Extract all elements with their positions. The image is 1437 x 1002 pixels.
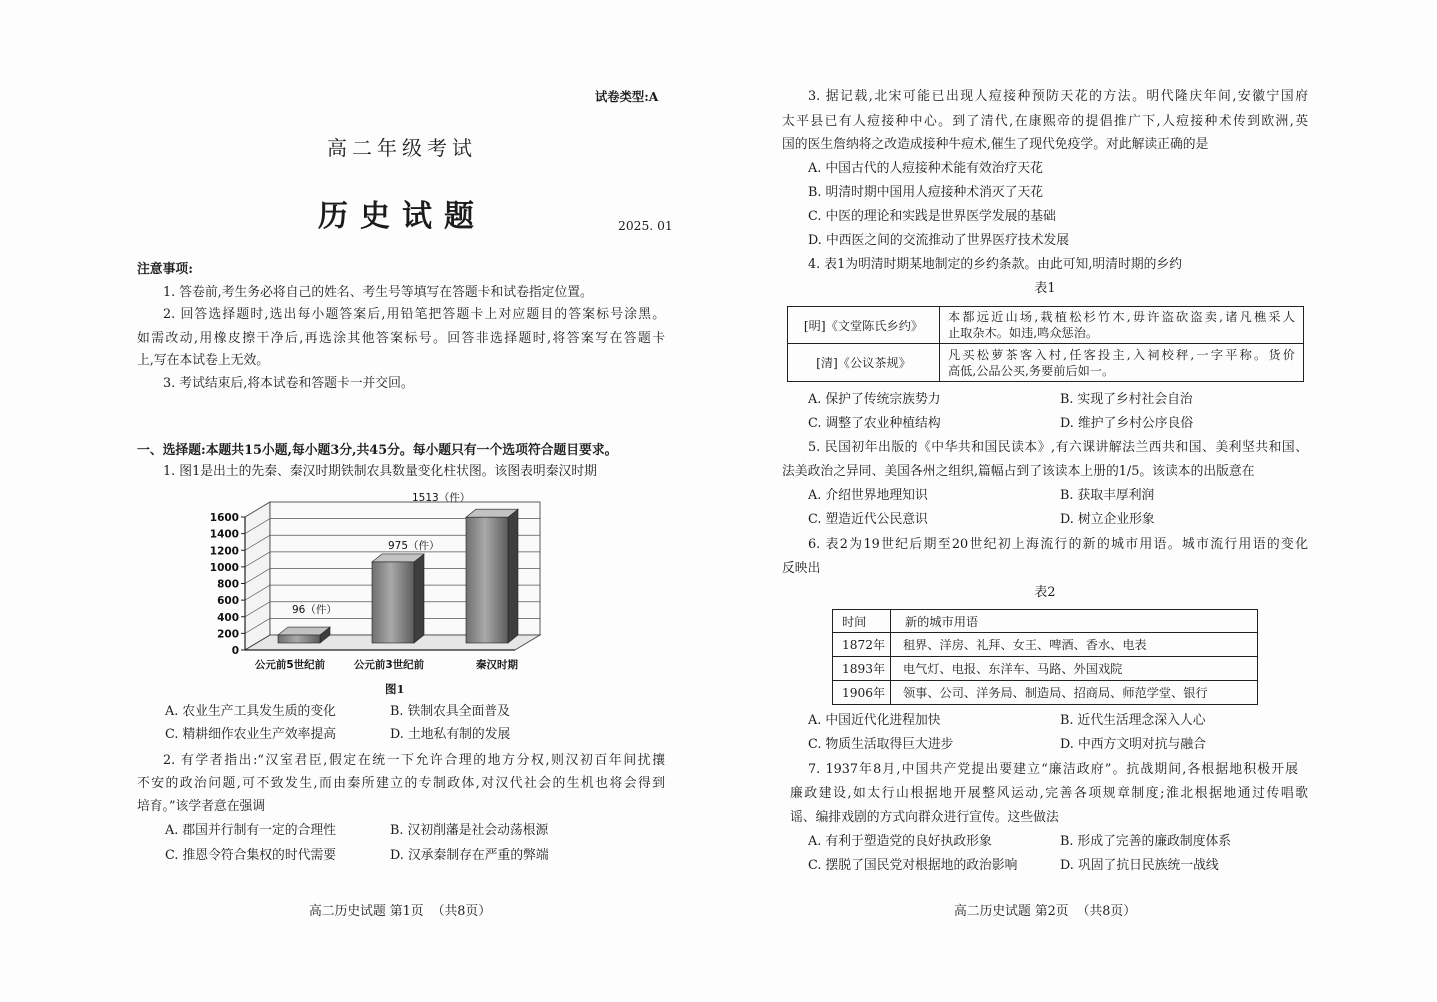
exam-date: 2025. 01 [618, 219, 673, 233]
chart-y-tick-label: 200 [217, 628, 239, 641]
table-2-year-cell: 1906年 [833, 681, 891, 704]
question-2-option-d: D. 汉承秦制存在严重的弊端 [390, 848, 549, 863]
question-6-stem-line: 反映出 [782, 561, 821, 576]
question-6-option-a: A. 中国近代化进程加快 [808, 713, 941, 728]
question-3-option-c: C. 中医的理论和实践是世界医学发展的基础 [808, 209, 1056, 224]
table-2-terms-cell: 租界、洋房、礼拜、女王、啤酒、香水、电表 [891, 633, 1257, 657]
chart-data-label: 975（件） [388, 539, 440, 552]
table-1-content-line: 凡买松萝茶客入村,任客投主,入祠校秤,一字平称。货价 [948, 347, 1295, 362]
question-3-stem-line: 3. 据记载,北宋可能已出现人痘接种预防天花的方法。明代隆庆年间,安徽宁国府 [808, 89, 1308, 104]
question-3-stem-line: 国的医生詹纳将之改造成接种牛痘术,催生了现代免疫学。对此解读正确的是 [782, 137, 1209, 152]
question-1-option-d: D. 土地私有制的发展 [390, 727, 511, 742]
table-1 [787, 306, 1304, 382]
question-2-option-b: B. 汉初削藩是社会动荡根源 [390, 823, 549, 838]
notice-heading: 注意事项: [137, 262, 193, 277]
chart-data-label: 1513（件） [412, 492, 471, 505]
chart-bar-side [508, 509, 518, 643]
chart-y-tick-label: 400 [217, 611, 239, 624]
subject-title: 历史试题 [318, 199, 486, 234]
chart-category-label: 公元前3世纪前 [353, 659, 425, 671]
exam-type-label: 试卷类型:A [595, 89, 659, 104]
figure-caption: 图1 [385, 682, 405, 696]
notice-line: 2. 回答选择题时,选出每小题答案后,用铅笔把答题卡上对应题目的答案标号涂黑。 [163, 307, 665, 322]
table-2-terms-cell: 电气灯、电报、东洋车、马路、外国戏院 [891, 657, 1257, 681]
question-3-option-a: A. 中国古代的人痘接种术能有效治疗天花 [808, 161, 1043, 176]
grade-title: 高二年级考试 [327, 136, 477, 160]
table-2-caption: 表2 [1034, 585, 1056, 600]
question-4-option-c: C. 调整了农业种植结构 [808, 416, 941, 431]
chart-data-label: 96（件） [292, 604, 337, 617]
chart-y-tick-label: 1400 [209, 528, 239, 541]
question-1-option-b: B. 铁制农具全面普及 [390, 704, 510, 719]
question-2-stem-line: 不安的政治问题,可不致发生,而由秦所建立的专制政体,对汉代社会的生机也将会得到 [137, 776, 665, 791]
chart-category-label: 秦汉时期 [476, 659, 518, 671]
chart-y-tick-label: 0 [231, 645, 239, 657]
question-5-option-b: B. 获取丰厚利润 [1060, 488, 1155, 503]
question-5-option-d: D. 树立企业形象 [1060, 512, 1155, 527]
question-7-stem-line: 廉政建设,如太行山根据地开展整风运动,完善各项规章制度;淮北根据地通过传唱歌 [790, 786, 1308, 801]
notice-line: 如需改动,用橡皮擦干净后,再选涂其他答案标号。回答非选择题时,将答案写在答题卡 [137, 331, 665, 346]
question-6-option-c: C. 物质生活取得巨大进步 [808, 737, 954, 752]
question-7-option-a: A. 有利于塑造党的良好执政形象 [808, 834, 992, 849]
question-4-option-a: A. 保护了传统宗族势力 [808, 392, 941, 407]
table-2-header-terms: 新的城市用语 [891, 610, 1257, 633]
table-2-terms-cell: 领事、公司、洋务局、制造局、招商局、师范学堂、银行 [903, 686, 1208, 700]
table-1-content-cell [940, 344, 1303, 381]
question-3-option-b: B. 明清时期中国用人痘接种术消灭了天花 [808, 185, 1044, 200]
question-2-stem-line: 2. 有学者指出:“汉室君臣,假定在统一下允许合理的地方分权,则汉初百年间扰攘 [163, 753, 665, 768]
table-2-header-time: 时间 [833, 610, 891, 633]
table-2-year-cell: 1893年 [833, 657, 891, 681]
table-1-source-cell: [明]《文堂陈氏乡约》 [788, 307, 940, 344]
question-6-option-b: B. 近代生活理念深入人心 [1060, 713, 1206, 728]
question-7-option-c: C. 摆脱了国民党对根据地的政治影响 [808, 858, 1018, 873]
chart-y-tick-label: 1600 [209, 512, 239, 524]
notice-line: 1. 答卷前,考生务必将自己的姓名、考生号等填写在答题卡和试卷指定位置。 [163, 285, 593, 300]
question-4-stem: 4. 表1为明清时期某地制定的乡约条款。由此可知,明清时期的乡约 [808, 257, 1183, 272]
table-1-content-line: 本都远近山场,栽植松杉竹木,毋许盗砍盗卖,诸凡樵采人 [948, 310, 1295, 324]
page-footer: 高二历史试题 第1页 （共8页） [308, 904, 492, 919]
question-1-option-a: A. 农业生产工具发生质的变化 [165, 704, 336, 719]
question-5-option-c: C. 塑造近代公民意识 [808, 512, 928, 527]
table-2-year-cell: 1872年 [833, 633, 891, 657]
question-5-stem-line: 5. 民国初年出版的《中华共和国民读本》,有六课讲解法兰西共和国、美利坚共和国、 [808, 440, 1308, 455]
question-3-option-d: D. 中西医之间的交流推动了世界医疗技术发展 [808, 233, 1070, 248]
question-5-option-a: A. 介绍世界地理知识 [808, 488, 928, 503]
question-2-option-a: A. 郡国并行制有一定的合理性 [165, 823, 336, 838]
section-heading: 一、选择题:本题共15小题,每小题3分,共45分。每小题只有一个选项符合题目要求。 [137, 443, 618, 458]
chart-category-label: 公元前5世纪前 [254, 659, 326, 671]
question-6-stem-line: 6. 表2为19世纪后期至20世纪初上海流行的新的城市用语。城市流行用语的变化 [808, 537, 1308, 552]
chart-y-tick-label: 1200 [209, 545, 239, 558]
question-4-option-b: B. 实现了乡村社会自治 [1060, 392, 1193, 407]
question-7-stem-line: 7. 1937年8月,中国共产党提出要建立“廉洁政府”。抗战期间,各根据地积极开展 [808, 762, 1298, 777]
table-1-content-line: 止取杂木。如违,鸣众惩治。 [948, 326, 1099, 340]
chart-bar [466, 517, 508, 643]
chart-y-tick-label: 600 [217, 595, 239, 608]
question-5-stem-line: 法美政治之异同、美国各州之组织,篇幅占到了该读本上册的1/5。该读本的出版意在 [782, 464, 1255, 479]
table-1-caption: 表1 [1034, 281, 1056, 296]
chart-bar-side [414, 554, 424, 643]
chart-y-tick-label: 1000 [209, 561, 239, 574]
question-1-stem: 1. 图1是出土的先秦、秦汉时期铁制农具数量变化柱状图。该图表明秦汉时期 [163, 464, 597, 479]
table-2 [832, 609, 1258, 705]
chart-bar [278, 635, 320, 643]
question-4-option-d: D. 维护了乡村公序良俗 [1060, 416, 1194, 431]
table-1-content-cell [940, 307, 1303, 344]
question-7-option-d: D. 巩固了抗日民族统一战线 [1060, 858, 1219, 873]
question-6-option-d: D. 中西方文明对抗与融合 [1060, 737, 1206, 752]
chart-y-tick-label: 800 [217, 578, 239, 591]
iron-tools-bar-chart [200, 486, 550, 672]
page-footer: 高二历史试题 第2页 （共8页） [953, 904, 1137, 919]
question-1-option-c: C. 精耕细作农业生产效率提高 [165, 727, 337, 742]
table-1-content-line: 高低,公品公买,务要前后如一。 [948, 363, 1115, 378]
notice-line: 上,写在本试卷上无效。 [137, 353, 270, 368]
chart-bar [372, 562, 414, 643]
question-7-stem-line: 谣、编排戏剧的方式向群众进行宣传。这些做法 [790, 810, 1059, 825]
question-2-option-c: C. 推恩令符合集权的时代需要 [165, 848, 337, 863]
question-7-option-b: B. 形成了完善的廉政制度体系 [1060, 834, 1232, 849]
table-1-source-cell: [清]《公议茶规》 [788, 344, 940, 381]
question-2-stem-line: 培育。”该学者意在强调 [137, 799, 266, 814]
notice-line: 3. 考试结束后,将本试卷和答题卡一并交回。 [163, 376, 414, 391]
question-3-stem-line: 太平县已有人痘接种中心。到了清代,在康熙帝的提倡推广下,人痘接种术传到欧洲,英 [782, 114, 1308, 129]
